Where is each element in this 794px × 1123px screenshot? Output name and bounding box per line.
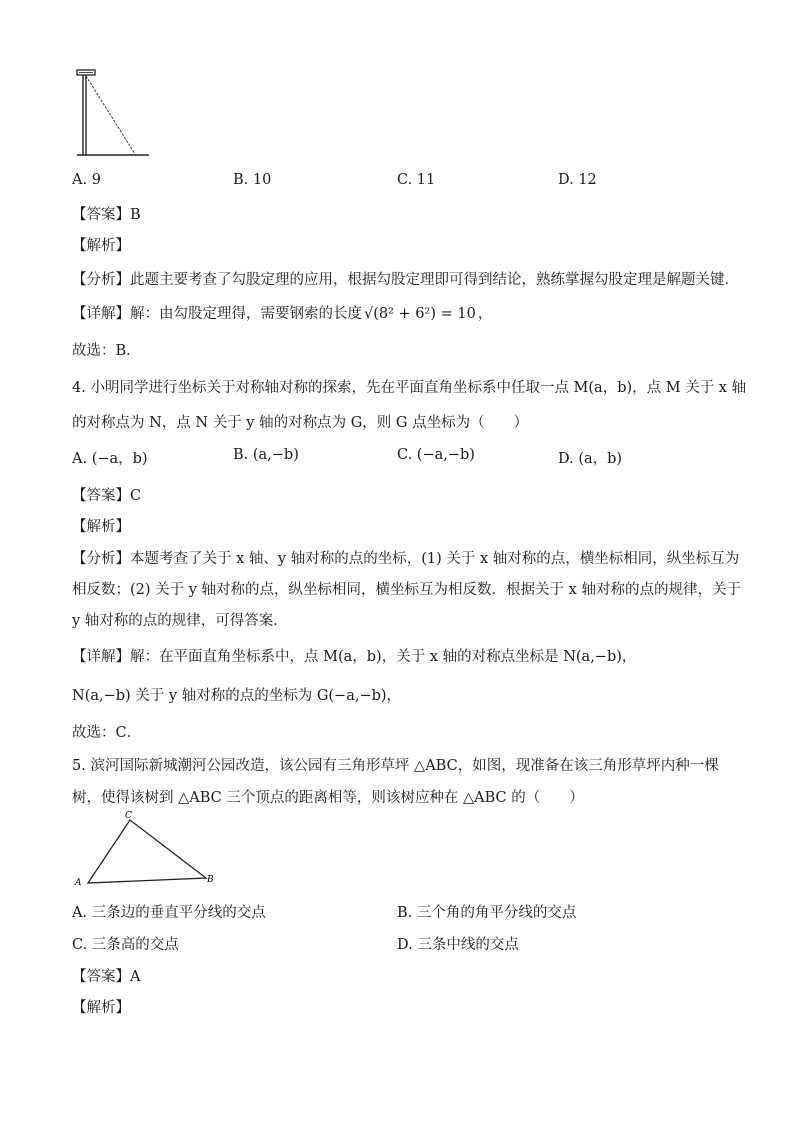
q5-option-a: A. 三条边的垂直平分线的交点 [72,905,266,921]
triangle-abc-figure [70,808,220,888]
q4-analysis-line2: 相反数；(2) 关于 y 轴对称的点，纵坐标相同，横坐标互为相反数．根据关于 x 轴对称的点的规律，关于 [72,582,741,598]
q5-option-d: D. 三条中线的交点 [397,937,519,953]
q5-answer: 【答案】A [72,969,141,985]
q3-option-d: D. 12 [558,172,597,188]
q5-option-b: B. 三个角的角平分线的交点 [397,905,577,921]
q5-option-c: C. 三条高的交点 [72,937,179,953]
q5-stem-line2: 树，使得该树到 △ABC 三个顶点的距离相等，则该树应种在 △ABC 的（ ） [72,790,584,806]
q4-option-a: A. (−a，b) [72,451,148,467]
q3-option-c: C. 11 [397,172,436,188]
q3-analysis: 【分析】此题主要考查了勾股定理的应用，根据勾股定理即可得到结论，熟练掌握勾股定理是解题关键． [72,272,739,288]
q3-detail-tail: ， [477,306,493,322]
q4-option-d: D. (a，b) [558,451,623,467]
q4-option-b: B. (a,−b) [233,447,299,463]
q4-answer: 【答案】C [72,488,142,504]
pole-cable-figure [74,66,154,160]
q3-option-b: B. 10 [233,172,272,188]
q5-jiexi-heading: 【解析】 [72,1000,130,1016]
q4-jiexi-heading: 【解析】 [72,519,130,535]
vertex-label-a: A [75,878,82,888]
q4-analysis-line1: 【分析】本题考查了关于 x 轴、y 轴对称的点的坐标，(1) 关于 x 轴对称的点，横坐标相同，纵坐标互为 [72,551,740,567]
q3-detail-text: 【详解】解：由勾股定理得，需要钢索的长度 [72,306,362,322]
q4-choice: 故选：C． [72,725,142,741]
q4-stem-line1: 4. 小明同学进行坐标关于对称轴对称的探索，先在平面直角坐标系中任取一点 M(a，b)，点 M 关于 x 轴 [72,380,747,396]
q3-detail [72,302,492,323]
q3-answer: 【答案】B [72,207,141,223]
q4-option-c: C. (−a,−b) [397,447,475,463]
q3-formula: √(8² + 6²) = 10 [364,306,476,322]
q4-detail-line2: N(a,−b) 关于 y 轴对称的点的坐标为 G(−a,−b)， [72,688,402,704]
q4-stem-line2: 的对称点为 N，点 N 关于 y 轴的对称点为 G，则 G 点坐标为（ ） [72,415,529,431]
q3-option-a: A. 9 [72,172,101,188]
q3-jiexi-heading: 【解析】 [72,238,130,254]
vertex-label-c: C [125,811,132,821]
q3-choice: 故选：B． [72,343,141,359]
q4-analysis-line3: y 轴对称的点的规律，可得答案． [72,613,288,629]
q5-stem-line1: 5. 滨河国际新城潮河公园改造，该公园有三角形草坪 △ABC，如图，现准备在该三角形草坪内种一棵 [72,758,719,774]
vertex-label-b: B [207,875,214,885]
q4-detail-line1: 【详解】解：在平面直角坐标系中，点 M(a，b)，关于 x 轴的对称点坐标是 N(a,−b)， [72,649,637,665]
